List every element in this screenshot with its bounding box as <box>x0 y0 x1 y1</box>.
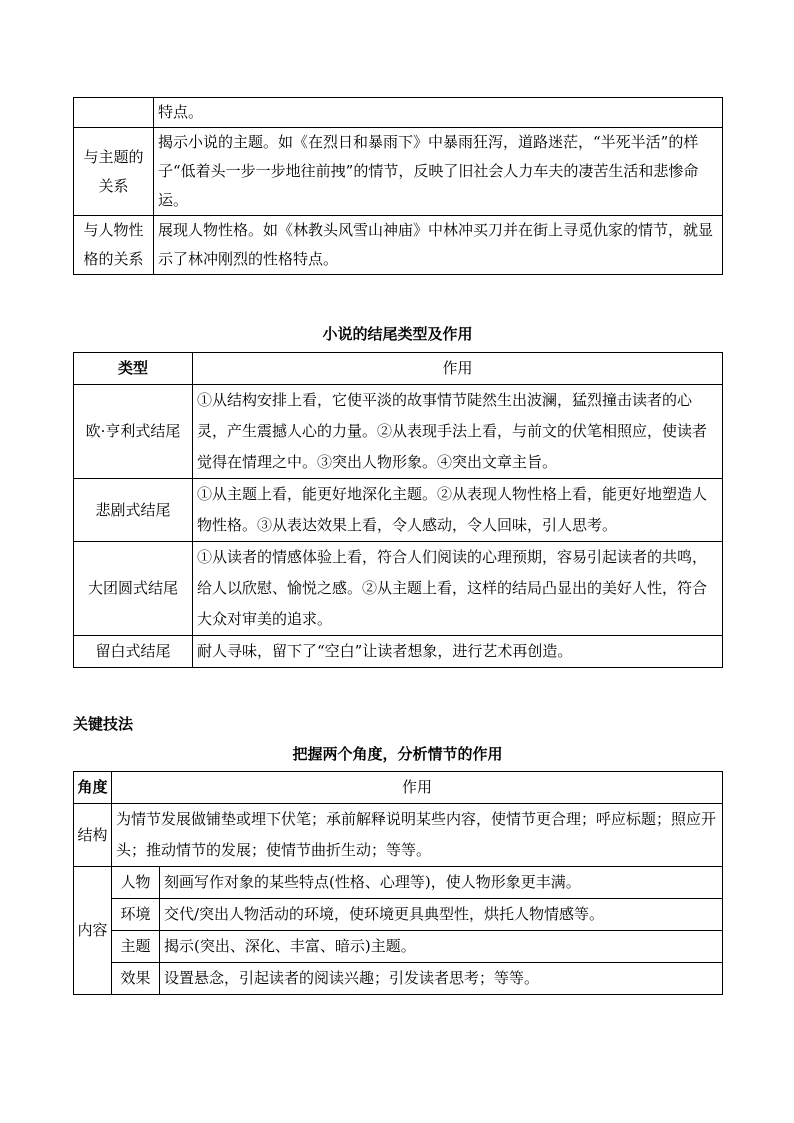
ending-effect: 耐人寻味，留下了“空白”让读者想象，进行艺术再创造。 <box>193 636 723 668</box>
table-row <box>74 804 723 867</box>
table-caption: 小说的结尾类型及作用 <box>322 325 473 343</box>
column-header-effect: 作用 <box>112 772 723 804</box>
row-label: 与人物性格的关系 <box>74 216 154 275</box>
content-sub-label: 效果 <box>112 963 160 995</box>
ending-types-table <box>73 352 723 668</box>
section-title: 关键技法 <box>73 715 134 733</box>
content-sub-label: 主题 <box>112 931 160 963</box>
plot-function-table <box>73 97 723 275</box>
column-header-type: 类型 <box>74 353 193 385</box>
ending-type: 大团圆式结尾 <box>74 542 193 636</box>
table-header-row <box>74 353 723 385</box>
row-text: 揭示小说的主题。如《在烈日和暴雨下》中暴雨狂泻，道路迷茫，“半死半活”的样子“低着头一步一步地往前拽”的情节，反映了旧社会人力车夫的凄苦生活和悲惨命运。 <box>154 128 723 216</box>
ending-effect: ①从读者的情感体验上看，符合人们阅读的心理预期，容易引起读者的共鸣，给人以欣慰、愉悦之感。②从主题上看，这样的结局凸显出的美好人性，符合大众对审美的追求。 <box>193 542 723 636</box>
content-sub-label: 环境 <box>112 899 160 931</box>
table-row <box>74 636 723 668</box>
column-header-effect: 作用 <box>193 353 723 385</box>
ending-type: 欧·亨利式结尾 <box>74 385 193 479</box>
analysis-angles-table <box>73 771 723 995</box>
ending-effect: ①从主题上看，能更好地深化主题。②从表现人物性格上看，能更好地塑造人物性格。③从表达效果上看，令人感动，令人回味，引人思考。 <box>193 479 723 542</box>
content-text: 设置悬念，引起读者的阅读兴趣；引发读者思考；等等。 <box>160 963 723 995</box>
table-row <box>74 385 723 479</box>
table-row <box>74 216 723 275</box>
table-row <box>74 128 723 216</box>
row-label <box>74 98 154 128</box>
structure-text: 为情节发展做铺垫或埋下伏笔；承前解释说明某些内容，使情节更合理；呼应标题；照应开头；推动情节的发展；使情节曲折生动；等等。 <box>112 804 723 867</box>
angle-label-content: 内容 <box>74 867 112 995</box>
ending-type: 留白式结尾 <box>74 636 193 668</box>
table-row <box>74 899 723 931</box>
content-sub-label: 人物 <box>112 867 160 899</box>
content-text: 刻画写作对象的某些特点(性格、心理等)，使人物形象更丰满。 <box>160 867 723 899</box>
row-label: 与主题的关系 <box>74 128 154 216</box>
content-text: 揭示(突出、深化、丰富、暗示)主题。 <box>160 931 723 963</box>
ending-type: 悲剧式结尾 <box>74 479 193 542</box>
content-text: 交代/突出人物活动的环境，使环境更具典型性，烘托人物情感等。 <box>160 899 723 931</box>
angle-label-structure: 结构 <box>74 804 112 867</box>
row-text: 特点。 <box>154 98 723 128</box>
table-row <box>74 479 723 542</box>
table-row <box>74 98 723 128</box>
table-row <box>74 963 723 995</box>
table-row <box>74 542 723 636</box>
table-row <box>74 931 723 963</box>
ending-effect: ①从结构安排上看，它使平淡的故事情节陡然生出波澜，猛烈撞击读者的心灵，产生震撼人心的力量。②从表现手法上看，与前文的伏笔相照应，使读者觉得在情理之中。③突出人物形象。④突出文章主旨。 <box>193 385 723 479</box>
table-row <box>74 867 723 899</box>
table-header-row <box>74 772 723 804</box>
column-header-angle: 角度 <box>74 772 112 804</box>
row-text: 展现人物性格。如《林教头风雪山神庙》中林冲买刀并在街上寻觅仇家的情节，就显示了林冲刚烈的性格特点。 <box>154 216 723 275</box>
table-caption: 把握两个角度，分析情节的作用 <box>292 745 503 763</box>
